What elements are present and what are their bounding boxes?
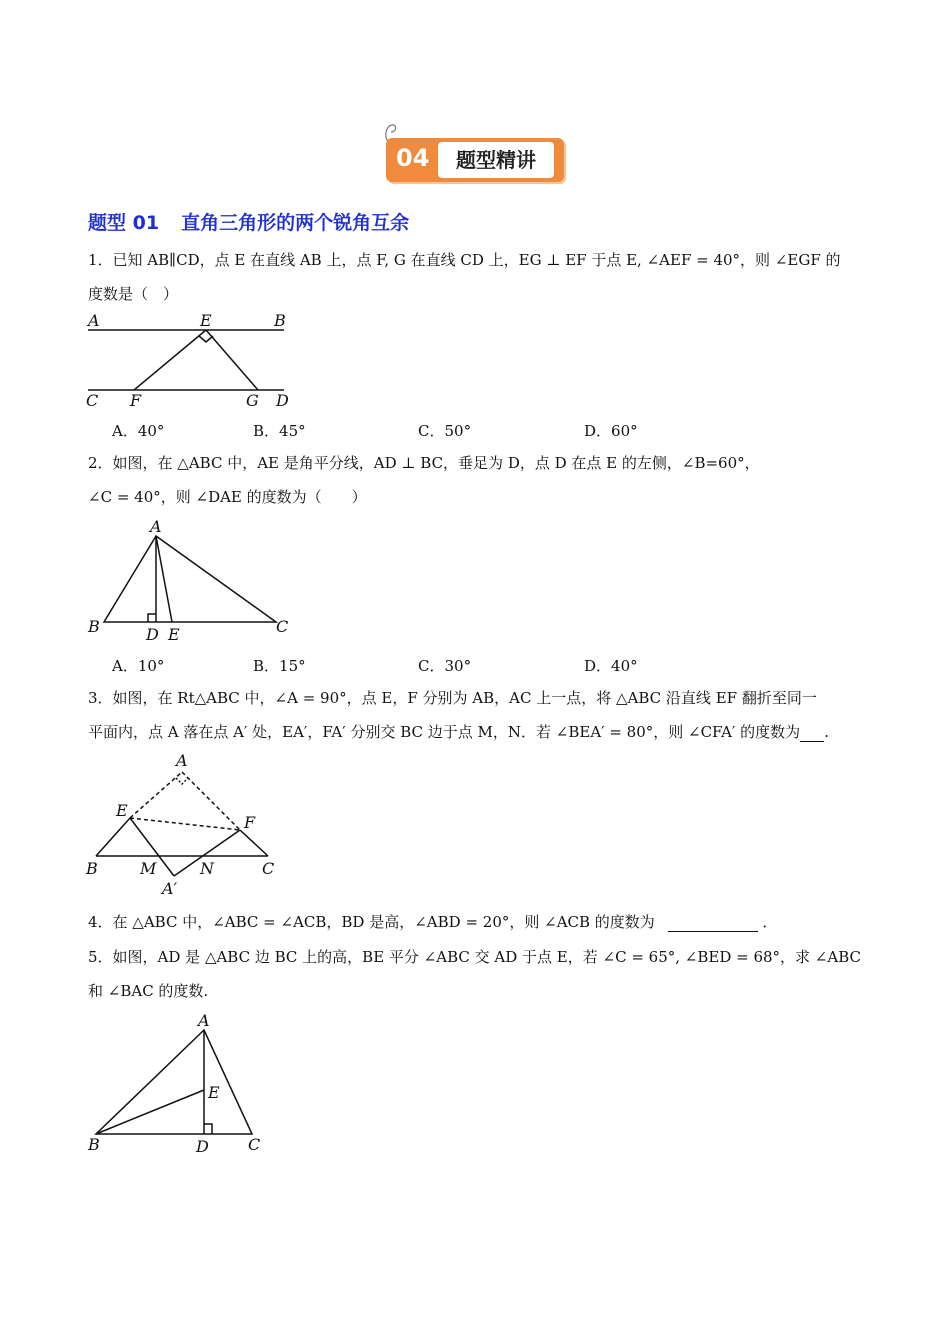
label: G <box>246 391 259 410</box>
q3-line2-end: . <box>824 723 829 741</box>
label: B <box>86 859 98 878</box>
q4-line1-text: 4．在 △ABC 中，∠ABC = ∠ACB，BD 是高，∠ABD = 20°，则 ∠ACB 的度数为 <box>88 913 655 931</box>
q1-figure <box>84 310 304 412</box>
answer-blank <box>800 727 824 742</box>
segment-eg <box>206 330 258 390</box>
bisector-ae <box>156 536 172 622</box>
label: F <box>130 391 142 410</box>
q2-option-b: B．15° <box>253 657 306 675</box>
q3-line1: 3．如图，在 Rt△ABC 中，∠A = 90°，点 E，F 分别为 AB，AC 上一点，将 △ABC 沿直线 EF 翻折至同一 <box>88 689 817 707</box>
q1-option-b: B．45° <box>253 422 306 440</box>
label: E <box>168 625 180 644</box>
label: E <box>200 311 212 330</box>
label: E <box>116 801 128 820</box>
triangle-abc <box>96 1030 252 1134</box>
q2-option-d: D．40° <box>584 657 638 675</box>
banner-badge <box>386 138 564 182</box>
label: A <box>176 751 188 770</box>
label: M <box>140 859 157 878</box>
triangle-abc <box>104 536 276 622</box>
q3-line2-text: 平面内，点 A 落在点 A′ 处，EA′，FA′ 分别交 BC 边于点 M，N．若 ∠BEA′ = 80°，则 ∠CFA′ 的度数为 <box>88 723 801 741</box>
label: A <box>88 311 100 330</box>
label: E <box>208 1083 220 1102</box>
label: B <box>88 1135 100 1154</box>
right-angle-mark <box>148 614 156 622</box>
label: C <box>262 859 275 878</box>
dashed-ef <box>130 818 240 830</box>
q2-line2: ∠C = 40°，则 ∠DAE 的度数为（ ） <box>88 488 367 506</box>
label: C <box>86 391 99 410</box>
q4-line1-end: ． <box>762 913 778 931</box>
segment-be <box>96 818 130 856</box>
q2-figure <box>84 514 304 648</box>
q2-option-c: C．30° <box>418 657 472 675</box>
label: D <box>196 1137 209 1156</box>
banner-title: 题型精讲 <box>438 142 554 178</box>
label: A <box>198 1011 210 1030</box>
section-title-text: 直角三角形的两个锐角互余 <box>181 212 410 234</box>
segment-ef <box>134 330 206 390</box>
answer-blank <box>668 917 758 932</box>
label: D <box>146 625 159 644</box>
right-angle-mark <box>204 1124 212 1134</box>
q5-line2: 和 ∠BAC 的度数. <box>88 982 209 1000</box>
q1-option-c: C．50° <box>418 422 472 440</box>
q4-line1 <box>88 912 777 932</box>
right-angle-mark <box>176 778 188 784</box>
dashed-ea <box>130 772 182 818</box>
label: A′ <box>162 879 178 898</box>
label: B <box>88 617 100 636</box>
label: C <box>276 617 289 636</box>
q1-option-a: A．40° <box>112 422 165 440</box>
label: B <box>274 311 286 330</box>
section-title <box>88 208 409 235</box>
label: D <box>276 391 289 410</box>
segment-fc <box>240 830 268 856</box>
bisector-be <box>96 1090 204 1134</box>
q1-option-d: D．60° <box>584 422 638 440</box>
q5-figure <box>84 1008 284 1158</box>
right-angle-mark <box>199 336 213 342</box>
dashed-af <box>182 772 240 830</box>
q5-line1: 5．如图，AD 是 △ABC 边 BC 上的高，BE 平分 ∠ABC 交 AD 于点 E，若 ∠C = 65°, ∠BED = 68°，求 ∠ABC <box>88 948 861 966</box>
q1-line1: 1．已知 AB∥CD，点 E 在直线 AB 上，点 F, G 在直线 CD 上，EG ⊥ EF 于点 E, ∠AEF = 40°，则 ∠EGF 的 <box>88 251 841 269</box>
banner-number: 04 <box>396 144 430 172</box>
q1-line2: 度数是（ ） <box>88 285 179 303</box>
section-title-prefix: 题型 01 <box>88 212 160 234</box>
label: F <box>244 813 256 832</box>
q3-figure <box>84 750 294 898</box>
label: C <box>248 1135 261 1154</box>
label: N <box>200 859 214 878</box>
q2-line1: 2．如图，在 △ABC 中，AE 是角平分线，AD ⊥ BC，垂足为 D，点 D 在点 E 的左侧，∠B=60°， <box>88 454 760 472</box>
q3-line2 <box>88 722 829 742</box>
section-banner <box>386 138 566 184</box>
q2-option-a: A．10° <box>112 657 165 675</box>
label: A <box>150 517 162 536</box>
